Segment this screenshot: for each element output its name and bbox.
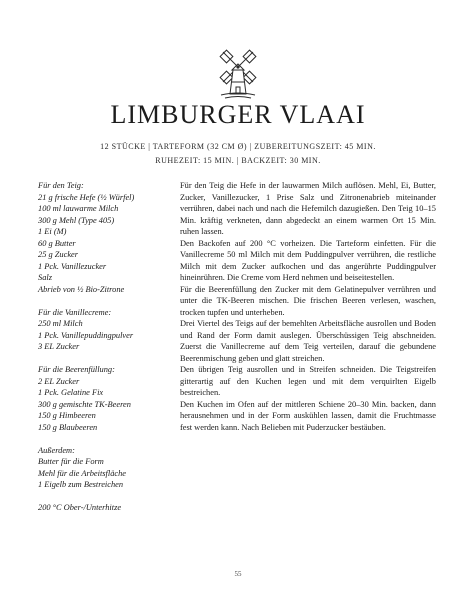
- ingredient-group-vanilla-cream: [38, 307, 188, 353]
- ingredient-heading: Für den Teig:: [38, 181, 84, 190]
- ingredient-heading: Für die Beerenfüllung:: [38, 365, 115, 374]
- ingredient-item: 2 EL Zucker: [38, 376, 80, 386]
- instruction-step: Drei Viertel des Teigs auf der bemehlten Arbeitsfläche ausrollen und Boden und Rand der Form damit auslegen. Überschüssigen Teig abschneiden. Zuerst die Vanillecreme auf dem Teig verteilen, darauf die gebundene Beerenmischung geben und glatt streichen.: [180, 319, 436, 363]
- ingredient-item: Mehl für die Arbeitsfläche: [38, 468, 126, 478]
- ingredient-item: 1 Pck. Gelatine Fix: [38, 388, 104, 397]
- ingredient-item: 100 ml lauwarme Milch: [38, 204, 119, 213]
- ingredient-item: 25 g Zucker: [38, 250, 79, 259]
- ingredient-item: 300 g gemischte TK-Beeren: [38, 399, 131, 409]
- ingredient-group-berry-filling: [38, 364, 188, 433]
- ingredient-group-dough: [38, 180, 188, 295]
- ingredient-item: 150 g Blaubeeren: [38, 422, 98, 432]
- ingredient-item: 21 g frische Hefe (½ Würfel): [38, 192, 135, 202]
- ingredient-item: 250 ml Milch: [38, 319, 83, 328]
- ingredient-item: 1 Pck. Vanillezucker: [38, 261, 107, 271]
- ingredient-item: 60 g Butter: [38, 238, 76, 248]
- ingredient-item: 3 EL Zucker: [38, 342, 80, 351]
- instruction-step: Den Kuchen im Ofen auf der mittleren Schiene 20–30 Min. backen, dann herausnehmen und in der Form auskühlen lassen, damit die Fruchtmasse fest werden kann. Nach Belieben mit Puderzucker bestäuben.: [180, 399, 436, 432]
- instruction-step: Für die Beerenfüllung den Zucker mit dem Gelatinepulver verrühren und unter die TK-Beeren mischen. Die frischen Beeren verlesen, waschen, trocken tupfen und unterheben.: [180, 284, 436, 317]
- ingredient-item: 1 Eigelb zum Bestreichen: [38, 480, 124, 489]
- ingredient-item: Salz: [38, 273, 52, 282]
- ingredient-heading: Für die Vanillecreme:: [38, 307, 112, 317]
- ingredient-group-extras: [38, 445, 188, 491]
- instruction-step: Den Backofen auf 200 °C vorheizen. Die Tarteform einfetten. Für die Vanillecreme 50 ml Milch mit dem Puddingpulver verrühren, die restliche Milch mit dem Zucker aufkochen und das angerührte Puddingpulver hineinrühren. Die Creme vom Herd nehmen und beiseitestellen.: [180, 238, 436, 282]
- recipe-meta-line-1: 12 STÜCKE | TARTEFORM (32 CM Ø) | ZUBEREITUNGSZEIT: 45 MIN.: [100, 142, 376, 151]
- windmill-icon: [213, 48, 263, 100]
- ingredient-item: 1 Pck. Vanillepuddingpulver: [38, 330, 134, 340]
- instructions: [180, 180, 436, 433]
- ingredient-item: 300 g Mehl (Type 405): [38, 215, 115, 225]
- ingredient-heading: Außerdem:: [38, 445, 75, 455]
- instruction-step: Für den Teig die Hefe in der lauwarmen Milch auflösen. Mehl, Ei, Butter, Zucker, Vanillezucker, 1 Prise Salz und Zitronenabrieb miteinander verrühren, dabei nach und nach die Hefemilch dazugießen. Den Teig 10–15 Min. kräftig verkneten, dann abgedeckt an einem warmen Ort 15 Min. ruhen lassen.: [180, 181, 436, 236]
- ingredient-item: Butter für die Form: [38, 457, 104, 466]
- ingredients-list: [38, 180, 188, 525]
- ingredient-item: 150 g Himbeeren: [38, 411, 96, 420]
- ingredient-item: Abrieb von ½ Bio-Zitrone: [38, 284, 125, 294]
- ingredient-item: 1 Ei (M): [38, 227, 67, 236]
- ingredient-group-oven: [38, 502, 188, 514]
- page-number: 55: [234, 570, 242, 578]
- oven-temperature: 200 °C Ober-/Unterhitze: [38, 503, 122, 512]
- instruction-step: Den übrigen Teig ausrollen und in Streifen schneiden. Die Teigstreifen gitterartig auf den Kuchen legen und mit dem verquirlten Eigelb bestreichen.: [180, 365, 436, 397]
- recipe-title: LIMBURGER VLAAI: [110, 100, 366, 129]
- recipe-meta-line-2: RUHEZEIT: 15 MIN. | BACKZEIT: 30 MIN.: [155, 156, 321, 165]
